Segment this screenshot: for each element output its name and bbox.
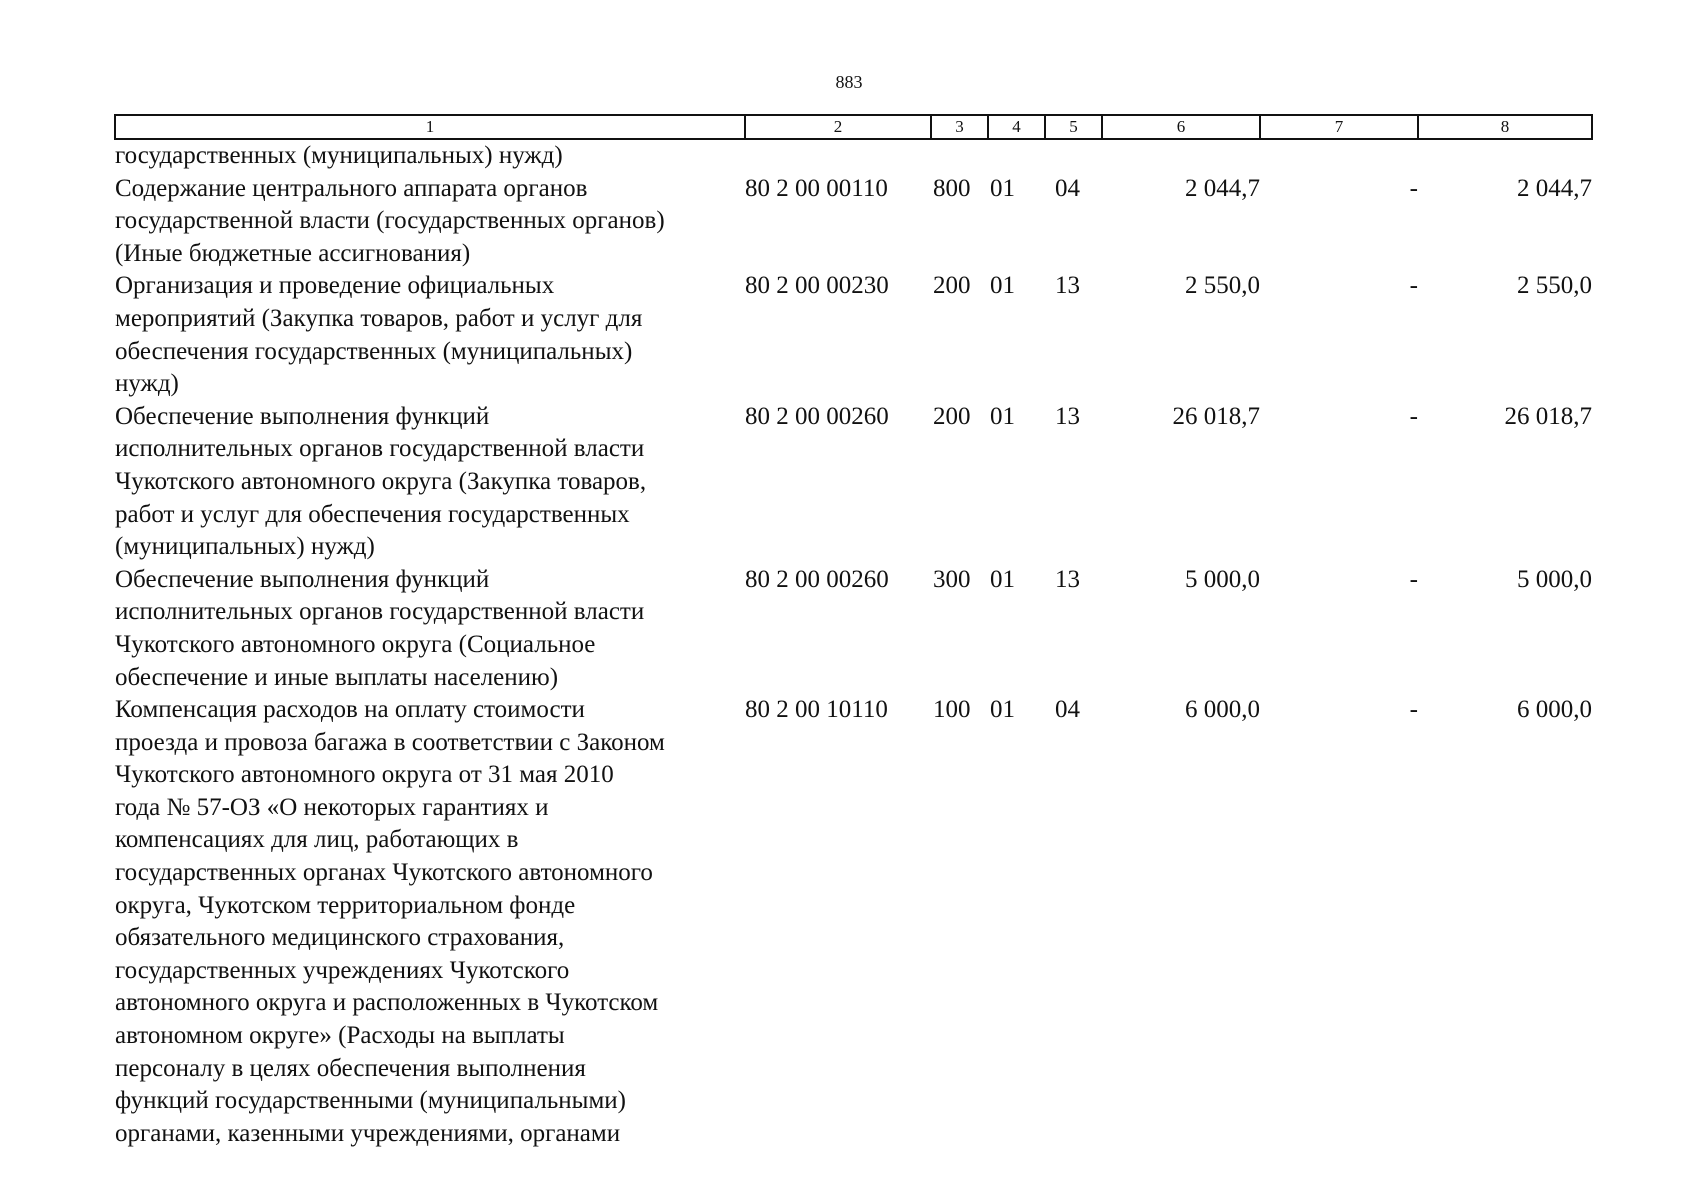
column-header-2: 2 bbox=[745, 115, 931, 139]
row-description bbox=[115, 270, 745, 400]
expense-type: 200 bbox=[933, 272, 971, 300]
target-article-code: 80 2 00 00230 bbox=[745, 272, 889, 300]
amount-col-6: 26 018,7 bbox=[1172, 402, 1260, 430]
column-header-7: 7 bbox=[1260, 115, 1418, 139]
description-line: государственной власти (государственных органов) bbox=[115, 207, 665, 235]
amount-col-8: 5 000,0 bbox=[1517, 565, 1592, 593]
table-row bbox=[115, 694, 1592, 1150]
description-line: Чукотского автономного округа (Закупка товаров, bbox=[115, 467, 647, 495]
amount-col-8: 2 044,7 bbox=[1517, 174, 1592, 202]
amount-col-8: 26 018,7 bbox=[1504, 402, 1592, 430]
table-row bbox=[115, 564, 1592, 694]
description-line: органами, казенными учреждениями, органами bbox=[115, 1119, 621, 1147]
column-header-5: 5 bbox=[1045, 115, 1102, 139]
description-line: округа, Чукотском территориальном фонде bbox=[115, 891, 576, 919]
table-row bbox=[115, 173, 1592, 271]
target-article-code bbox=[745, 139, 931, 173]
target-article-code: 80 2 00 00260 bbox=[745, 565, 889, 593]
table-row bbox=[115, 401, 1592, 564]
description-line: обеспечения государственных (муниципальных) bbox=[115, 337, 633, 365]
column-header-6: 6 bbox=[1102, 115, 1260, 139]
expense-type: 100 bbox=[933, 696, 971, 724]
section: 01 bbox=[990, 174, 1015, 202]
subsection: 13 bbox=[1055, 565, 1080, 593]
amount-col-7: - bbox=[1409, 402, 1418, 430]
column-header-8: 8 bbox=[1418, 115, 1592, 139]
amount-col-6: 5 000,0 bbox=[1185, 565, 1260, 593]
amount-col-6: 6 000,0 bbox=[1185, 696, 1260, 724]
subsection: 04 bbox=[1055, 174, 1080, 202]
section: 01 bbox=[990, 565, 1015, 593]
subsection: 04 bbox=[1055, 696, 1080, 724]
target-article-code: 80 2 00 00260 bbox=[745, 402, 889, 430]
header-row bbox=[115, 115, 1592, 139]
column-header-3: 3 bbox=[931, 115, 988, 139]
description-line: государственных учреждениях Чукотского bbox=[115, 956, 570, 984]
column-header-1: 1 bbox=[115, 115, 745, 139]
target-article-code: 80 2 00 00110 bbox=[745, 174, 888, 202]
row-description bbox=[115, 173, 745, 271]
description-line: нужд) bbox=[115, 370, 179, 398]
amount-col-6: 2 550,0 bbox=[1185, 272, 1260, 300]
description-line: автономного округа и расположенных в Чукотском bbox=[115, 989, 659, 1017]
table-row bbox=[115, 270, 1592, 400]
table-row bbox=[115, 139, 1592, 173]
section: 01 bbox=[990, 402, 1015, 430]
amount-col-7: - bbox=[1409, 272, 1418, 300]
description-line: Содержание центрального аппарата органов bbox=[115, 174, 588, 202]
description-line: компенсациях для лиц, работающих в bbox=[115, 826, 519, 854]
description-line: Обеспечение выполнения функций bbox=[115, 402, 490, 430]
row-description bbox=[115, 139, 745, 173]
section bbox=[988, 139, 1045, 173]
expense-type bbox=[931, 139, 988, 173]
description-line: Чукотского автономного округа от 31 мая 2010 bbox=[115, 761, 614, 789]
budget-table-container bbox=[114, 114, 1591, 1150]
expense-type: 300 bbox=[933, 565, 971, 593]
amount-col-7: - bbox=[1409, 696, 1418, 724]
description-line: года № 57-ОЗ «О некоторых гарантиях и bbox=[115, 793, 549, 821]
amount-col-8: 6 000,0 bbox=[1517, 696, 1592, 724]
description-line: проезда и провоза багажа в соответствии с Законом bbox=[115, 728, 665, 756]
description-line: обеспечение и иные выплаты населению) bbox=[115, 663, 559, 691]
expense-type: 200 bbox=[933, 402, 971, 430]
description-line: функций государственными (муниципальными) bbox=[115, 1087, 626, 1115]
row-description bbox=[115, 564, 745, 694]
description-line: Компенсация расходов на оплату стоимости bbox=[115, 696, 585, 724]
section: 01 bbox=[990, 696, 1015, 724]
description-line: работ и услуг для обеспечения государственных bbox=[115, 500, 630, 528]
description-line: исполнительных органов государственной власти bbox=[115, 598, 645, 626]
description-line: обязательного медицинского страхования, bbox=[115, 924, 565, 952]
amount-col-6 bbox=[1102, 139, 1260, 173]
page-number: 883 bbox=[835, 72, 863, 92]
amount-col-7: - bbox=[1409, 174, 1418, 202]
description-line: (муниципальных) нужд) bbox=[115, 533, 375, 561]
amount-col-6: 2 044,7 bbox=[1185, 174, 1260, 202]
expense-type: 800 bbox=[933, 174, 971, 202]
target-article-code: 80 2 00 10110 bbox=[745, 696, 888, 724]
description-line: исполнительных органов государственной власти bbox=[115, 435, 645, 463]
subsection: 13 bbox=[1055, 272, 1080, 300]
section: 01 bbox=[990, 272, 1015, 300]
subsection: 13 bbox=[1055, 402, 1080, 430]
description-line: (Иные бюджетные ассигнования) bbox=[115, 239, 471, 267]
description-line: персоналу в целях обеспечения выполнения bbox=[115, 1054, 586, 1082]
description-line: мероприятий (Закупка товаров, работ и услуг для bbox=[115, 304, 643, 332]
amount-col-7: - bbox=[1409, 565, 1418, 593]
description-line: автономном округе» (Расходы на выплаты bbox=[115, 1022, 565, 1050]
description-line: Организация и проведение официальных bbox=[115, 272, 555, 300]
subsection bbox=[1045, 139, 1102, 173]
description-line: государственных (муниципальных) нужд) bbox=[115, 142, 563, 169]
budget-table bbox=[114, 114, 1593, 1150]
row-description bbox=[115, 694, 745, 1150]
amount-col-8: 2 550,0 bbox=[1517, 272, 1592, 300]
column-header-4: 4 bbox=[988, 115, 1045, 139]
row-description bbox=[115, 401, 745, 564]
amount-col-7 bbox=[1260, 139, 1418, 173]
description-line: Чукотского автономного округа (Социальное bbox=[115, 630, 596, 658]
table-body bbox=[115, 139, 1592, 1150]
description-line: государственных органах Чукотского автономного bbox=[115, 859, 653, 887]
amount-col-8 bbox=[1418, 139, 1592, 173]
description-line: Обеспечение выполнения функций bbox=[115, 565, 490, 593]
